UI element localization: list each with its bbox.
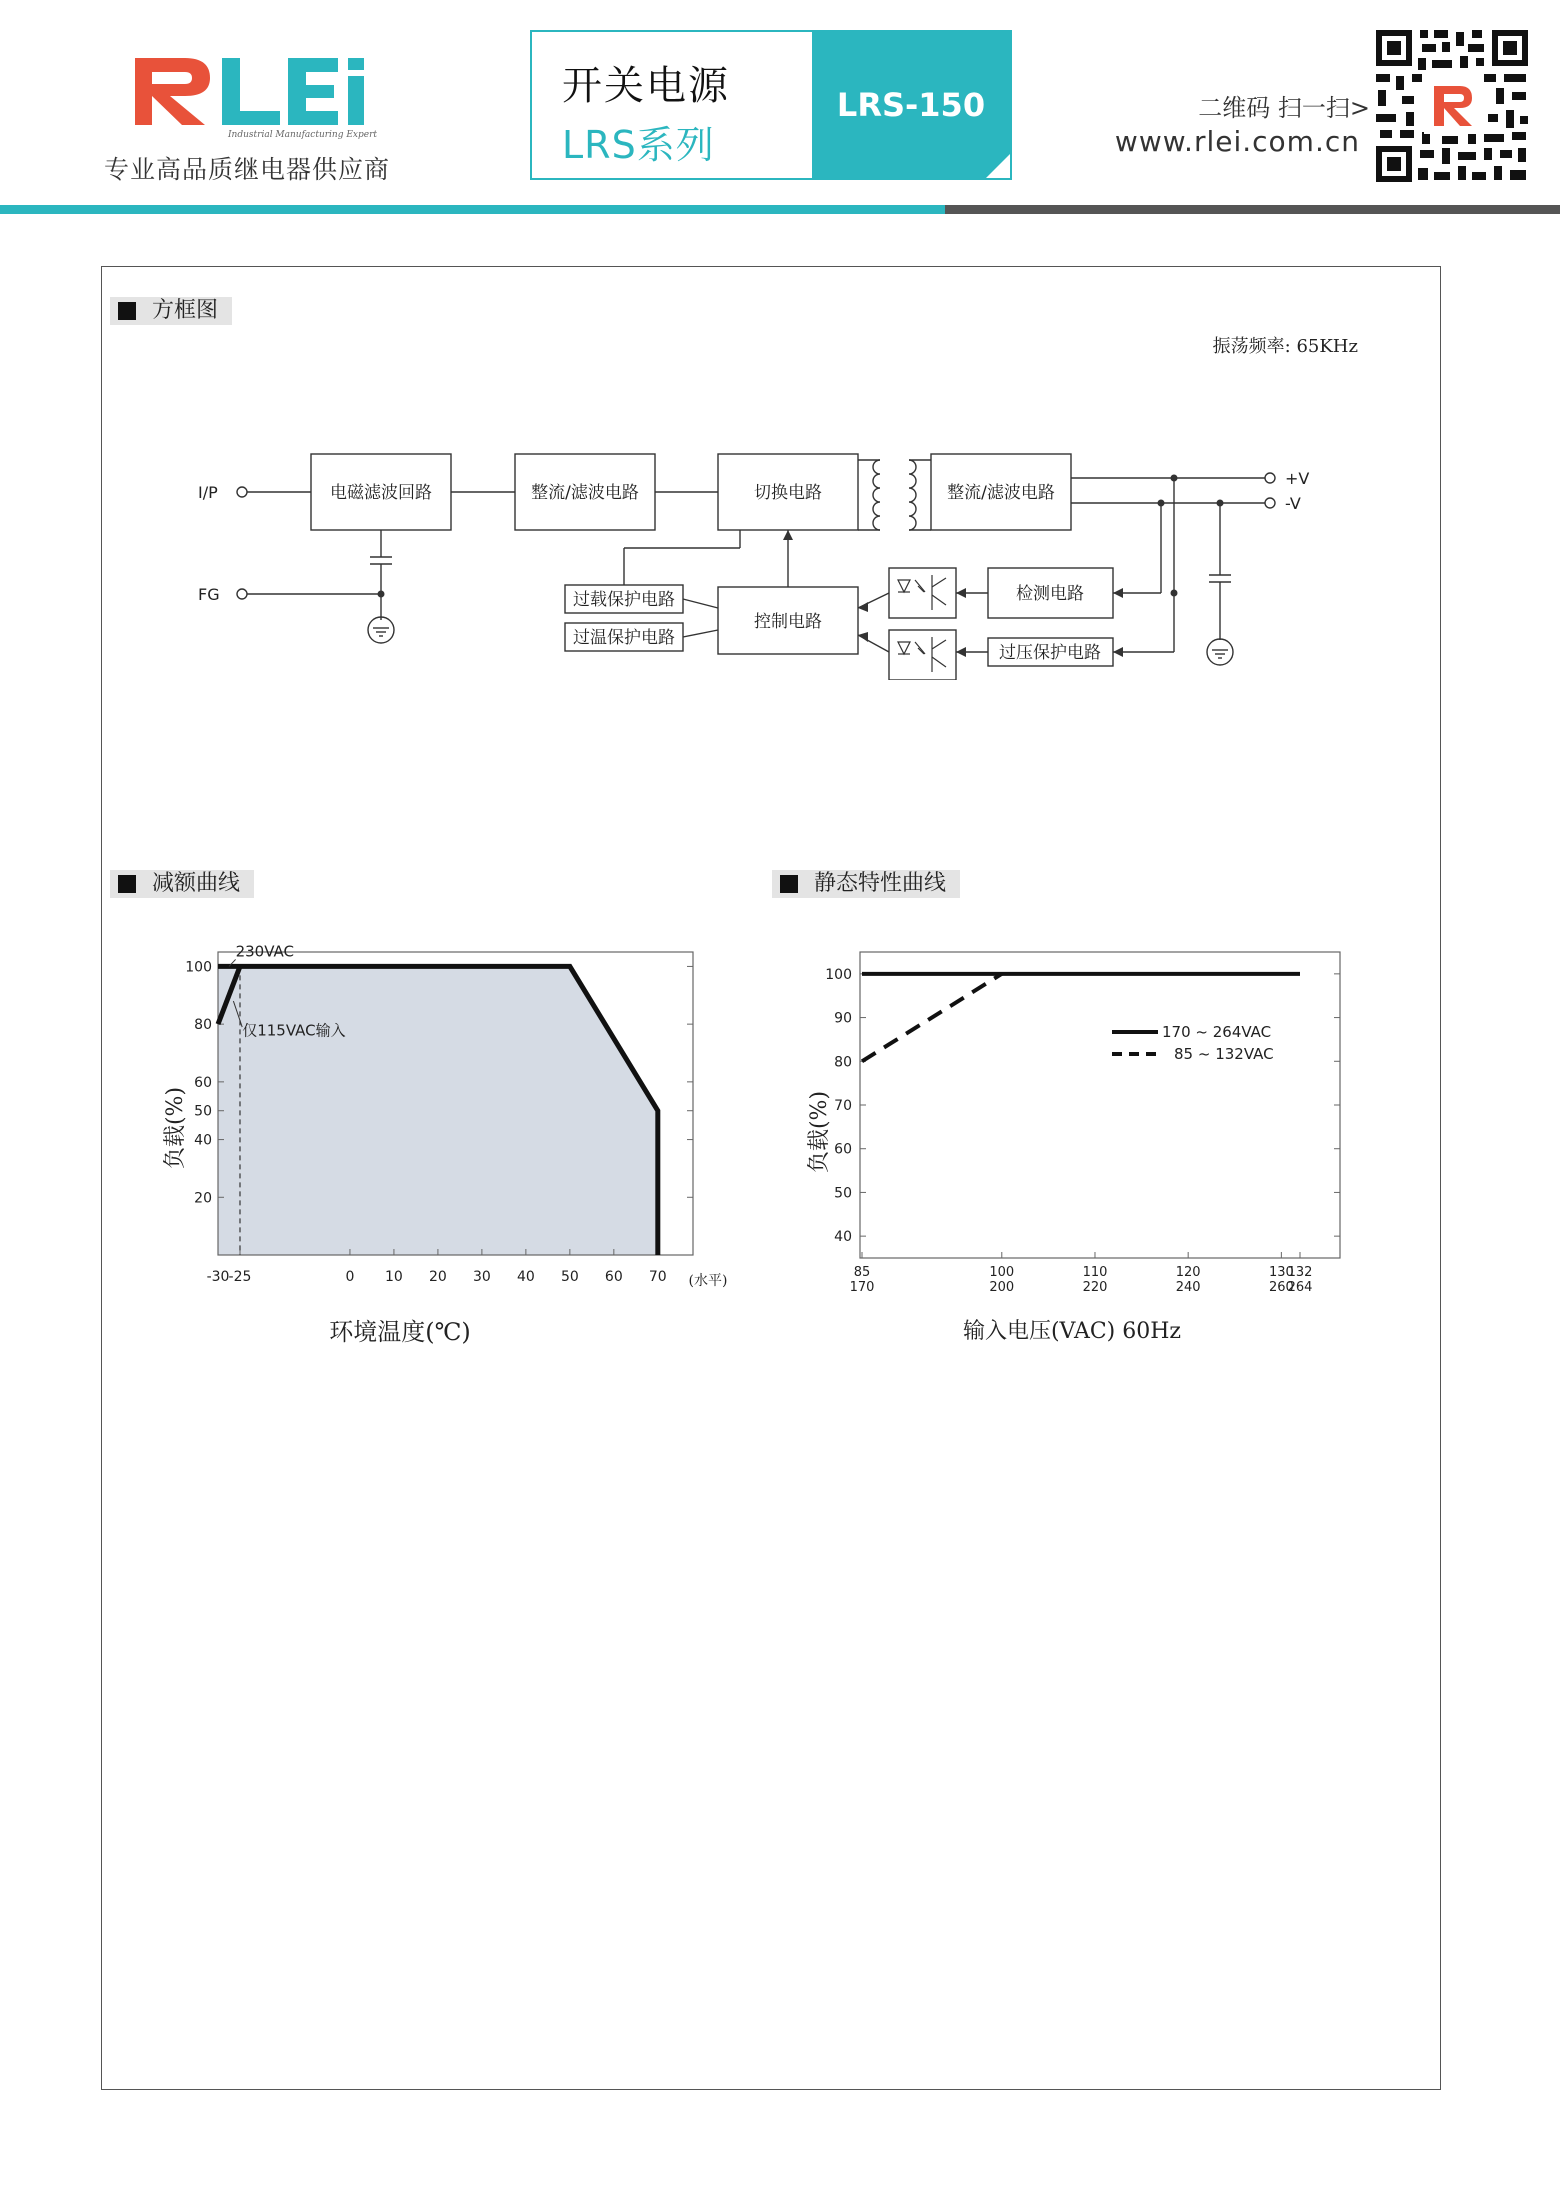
terminal-pos-label: +V xyxy=(1285,469,1310,488)
block-rectifier-out-label: 整流/滤波电路 xyxy=(947,483,1055,503)
derating-x-tick-label: 50 xyxy=(560,1269,579,1285)
derating-x-tick-label: 70 xyxy=(648,1269,667,1285)
transformer-icon xyxy=(858,460,931,530)
derating-x-tick-label: 10 xyxy=(385,1269,403,1285)
static-plot-frame xyxy=(860,952,1340,1258)
block-detection-label: 检测电路 xyxy=(1016,584,1084,604)
terminal-neg-circle xyxy=(1265,498,1275,508)
static-y-tick-label: 40 xyxy=(834,1229,852,1246)
oscillation-frequency: 振荡频率: 65KHz xyxy=(1212,336,1358,357)
static-x-tick-label-top: 132 xyxy=(1287,1265,1313,1280)
static-x-tick-label-bottom: 260 xyxy=(1268,1280,1294,1295)
block-control-label: 控制电路 xyxy=(754,612,822,632)
derating-y-tick-label: 100 xyxy=(185,959,212,976)
static-y-tick-label: 60 xyxy=(834,1141,852,1158)
derating-y-tick-label: 40 xyxy=(194,1132,212,1149)
ground-icon-right xyxy=(1207,639,1233,665)
block-diagram-heading-text: 方框图 xyxy=(152,298,219,323)
section-heading-static xyxy=(772,870,960,898)
logo-letter-i-dot xyxy=(348,58,364,70)
static-x-tick-label-bottom: 200 xyxy=(989,1280,1015,1295)
website-link[interactable]: www.rlei.com.cn xyxy=(1114,125,1360,158)
derating-x-unit-note: (水平) xyxy=(688,1273,728,1289)
derating-x-tick-label: -30 xyxy=(206,1269,230,1285)
product-title-box xyxy=(530,30,1012,180)
corner-notch xyxy=(986,154,1010,178)
static-x-tick-label-bottom: 240 xyxy=(1175,1280,1201,1295)
derating-y-tick-label: 80 xyxy=(194,1017,212,1034)
static-x-tick-label-top: 130 xyxy=(1268,1265,1294,1280)
company-logo xyxy=(130,50,370,130)
derating-area xyxy=(218,966,658,1255)
derating-ylabel: 负载(%) xyxy=(163,1086,188,1170)
bullet-square-icon xyxy=(780,875,798,893)
derating-x-tick-label: 40 xyxy=(516,1269,535,1285)
derating-chart xyxy=(120,940,760,1360)
derating-x-tick-label: 60 xyxy=(604,1269,623,1285)
terminal-pos-circle xyxy=(1265,473,1275,483)
static-y-tick-label: 70 xyxy=(834,1098,852,1114)
logo-letter-l xyxy=(222,58,280,125)
derating-x-tick-label: 20 xyxy=(428,1269,447,1285)
ground-icon-left xyxy=(368,617,394,643)
static-x-tick-label-top: 85 xyxy=(853,1265,871,1280)
static-ylabel: 负载(%) xyxy=(807,1090,832,1174)
product-series: LRS系列 xyxy=(562,123,715,167)
static-y-tick-label: 90 xyxy=(834,1010,852,1027)
header-rule-accent xyxy=(0,205,945,214)
derating-y-tick-label: 20 xyxy=(194,1190,212,1207)
derating-y-tick-label: 50 xyxy=(194,1103,212,1120)
logo-letter-i xyxy=(348,76,364,125)
derating-y-tick-label: 60 xyxy=(194,1074,212,1091)
block-overvoltage-label: 过压保护电路 xyxy=(999,643,1101,663)
static-x-tick-label-top: 100 xyxy=(989,1265,1015,1280)
static-x-tick-label-bottom: 220 xyxy=(1082,1280,1108,1295)
legend-label: 85 ~ 132VAC xyxy=(1174,1045,1274,1063)
block-overtemp-label: 过温保护电路 xyxy=(573,628,675,648)
legend-label: 170 ~ 264VAC xyxy=(1162,1023,1272,1041)
block-diagram xyxy=(180,440,1360,680)
logo-letter-r xyxy=(135,58,210,125)
terminal-fg-circle xyxy=(237,589,247,599)
optocoupler-2-icon xyxy=(889,630,956,680)
static-heading-text: 静态特性曲线 xyxy=(814,871,947,896)
derating-heading-text: 减额曲线 xyxy=(152,871,241,896)
static-y-tick-label: 50 xyxy=(834,1185,852,1202)
derating-x-tick-label: 0 xyxy=(345,1269,355,1285)
static-x-tick-label-top: 120 xyxy=(1175,1265,1201,1280)
static-characteristic-chart xyxy=(760,940,1360,1360)
terminal-ip-label: I/P xyxy=(198,483,218,502)
annotation-115vac: 仅115VAC输入 xyxy=(242,1021,346,1040)
product-type: 开关电源 xyxy=(562,63,730,109)
model-number: LRS-150 xyxy=(836,86,986,124)
static-x-tick-label-top: 110 xyxy=(1082,1265,1108,1280)
static-x-tick-label-bottom: 264 xyxy=(1287,1280,1313,1295)
block-emi-filter-label: 电磁滤波回路 xyxy=(330,483,432,503)
block-overload-label: 过载保护电路 xyxy=(573,590,675,610)
optocoupler-1-icon xyxy=(889,568,956,618)
terminal-ip-circle xyxy=(237,487,247,497)
static-y-tick-label: 100 xyxy=(825,966,852,983)
logo-subtext: Industrial Manufacturing Expert xyxy=(228,130,378,140)
header-rule-dark xyxy=(945,205,1560,214)
bullet-square-icon xyxy=(118,875,136,893)
terminal-fg-label: FG xyxy=(198,585,220,604)
scan-prompt: 二维码 扫一扫> xyxy=(1198,94,1370,122)
bullet-square-icon xyxy=(118,302,136,320)
derating-xlabel: 环境温度(℃) xyxy=(329,1318,471,1346)
static-x-tick-label-bottom: 170 xyxy=(849,1280,875,1295)
section-heading-block-diagram xyxy=(110,297,232,325)
qr-code-icon[interactable] xyxy=(1372,26,1532,186)
derating-x-tick-label: -25 xyxy=(228,1269,252,1285)
terminal-neg-label: -V xyxy=(1285,494,1301,513)
static-xlabel: 输入电压(VAC) 60Hz xyxy=(962,1319,1182,1344)
company-tagline: 专业高品质继电器供应商 xyxy=(104,155,391,184)
static-y-tick-label: 80 xyxy=(834,1054,852,1071)
block-rectifier-in-label: 整流/滤波电路 xyxy=(531,483,639,503)
static-series-dashed xyxy=(862,974,1002,1061)
annotation-230vac: 230VAC xyxy=(235,942,294,961)
section-heading-derating xyxy=(110,870,254,898)
derating-x-tick-label: 30 xyxy=(472,1269,491,1285)
logo-letter-e xyxy=(288,58,338,125)
block-switching-label: 切换电路 xyxy=(754,483,822,503)
